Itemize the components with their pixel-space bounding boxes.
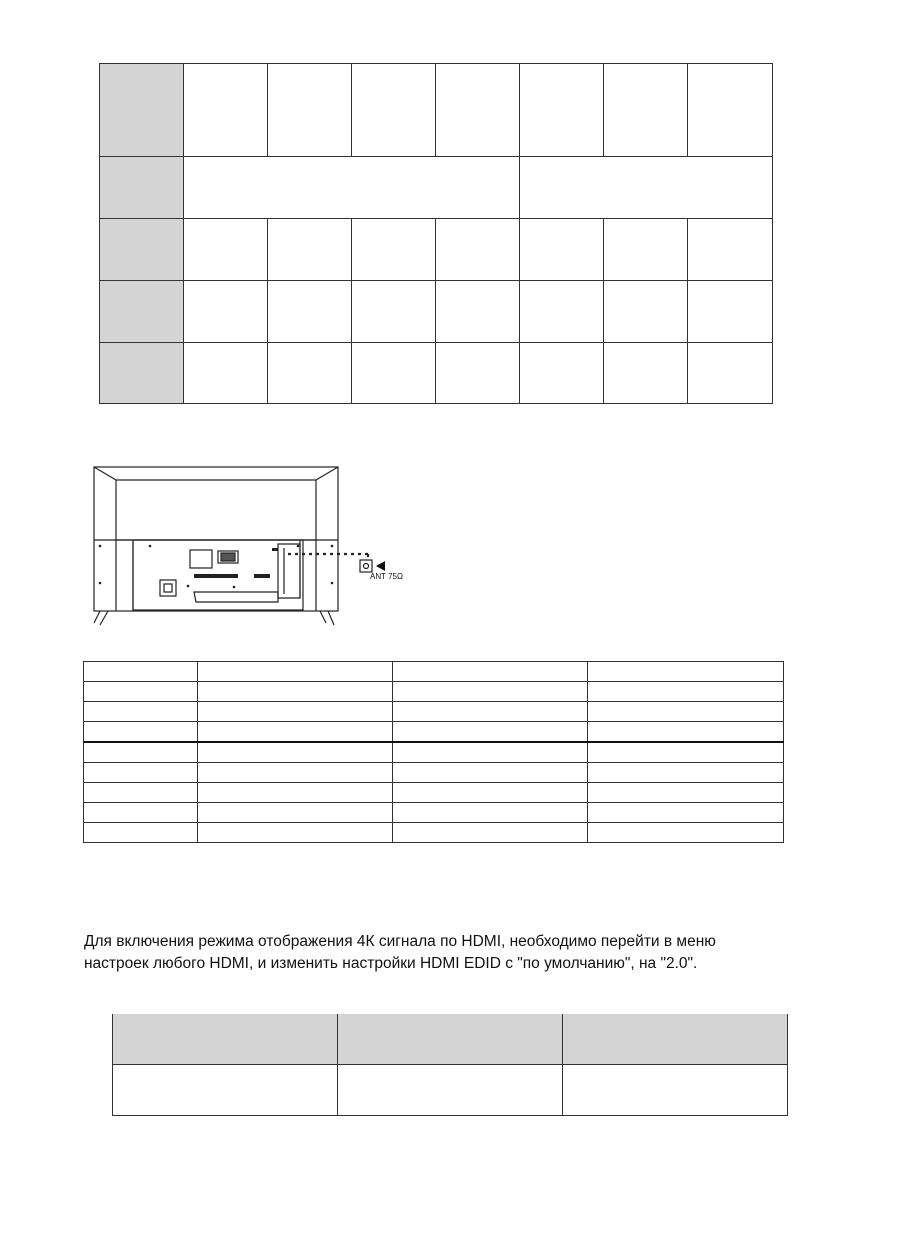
table-cell [352,219,436,281]
table-cell [436,219,520,281]
table-cell [393,722,588,743]
connector-strip [254,574,270,578]
table-row [84,823,784,843]
row-label-cell [100,64,184,157]
table-row [84,682,784,702]
arrow-left-icon [376,561,385,571]
header-cell [338,1014,563,1065]
spec-table-1 [99,63,773,404]
table-cell [688,64,773,157]
table-row [84,783,784,803]
table-cell [588,742,784,763]
table-cell [393,682,588,702]
header-cell [563,1014,788,1065]
side-io-panel [278,544,300,598]
table-cell [198,803,393,823]
table-cell [198,722,393,743]
table-cell [84,742,198,763]
table-row [100,157,773,219]
table-cell [604,343,688,404]
table-cell [198,823,393,843]
table-cell [393,823,588,843]
table-cell [84,783,198,803]
table-row [100,343,773,404]
tv-rear-panel-diagram [88,462,418,630]
table-cell [520,219,604,281]
row-label-cell [100,281,184,343]
table-cell [436,281,520,343]
table-cell [268,219,352,281]
table-cell [184,281,268,343]
table-cell [588,823,784,843]
table-cell [520,64,604,157]
table-cell [84,823,198,843]
bottom-bracket [194,592,278,602]
table-row [84,702,784,722]
table-cell [84,662,198,682]
table-row [84,803,784,823]
connector-block [190,550,212,568]
table-cell [588,702,784,722]
table-cell [688,281,773,343]
table-cell [588,783,784,803]
table-cell [268,343,352,404]
table-cell [393,763,588,783]
table-cell [198,742,393,763]
table-cell [184,343,268,404]
table-cell [604,64,688,157]
table-cell [604,281,688,343]
table-cell [198,763,393,783]
stand-foot-right [320,611,326,623]
antenna-socket [360,560,372,572]
table-cell [393,702,588,722]
table-cell [198,662,393,682]
table-row [100,64,773,157]
table-cell [198,783,393,803]
table-cell [688,219,773,281]
header-cell [113,1014,338,1065]
table-row [84,742,784,763]
table-cell [393,662,588,682]
table-cell [520,343,604,404]
table-cell [184,64,268,157]
table-row [100,281,773,343]
table-cell [268,281,352,343]
table-cell [393,803,588,823]
hdmi-4k-note [84,931,804,975]
table-cell [84,763,198,783]
table-cell [563,1065,788,1116]
table-cell-merged [520,157,773,219]
table-cell [520,281,604,343]
table-cell [198,682,393,702]
table-cell [84,702,198,722]
note-line-1: Для включения режима отображения 4К сигнала по HDMI, необходимо перейти в меню [84,933,716,950]
table-cell [588,763,784,783]
table-cell [84,682,198,702]
tv-screen-back [116,480,316,540]
table-cell [393,783,588,803]
power-socket [160,580,176,596]
table-cell [198,702,393,722]
table-cell [352,281,436,343]
spec-table-2 [83,661,784,843]
table-cell [604,219,688,281]
table-cell [184,219,268,281]
table-cell [84,722,198,743]
row-label-cell [100,343,184,404]
table-row [84,763,784,783]
table-cell [436,343,520,404]
table-cell [436,64,520,157]
table-row [100,219,773,281]
table-cell [84,803,198,823]
table-cell [588,682,784,702]
table-cell [113,1065,338,1116]
table-row [113,1065,788,1116]
table-cell [588,722,784,743]
tv-frame [94,467,338,611]
table-cell [688,343,773,404]
table-row [84,662,784,682]
row-label-cell [100,219,184,281]
table-cell [352,343,436,404]
table-cell-merged [184,157,520,219]
stand-foot-left [94,611,100,623]
note-line-2: настроек любого HDMI, и изменить настройки HDMI EDID с "по умолчанию", на "2.0". [84,955,698,972]
table-cell [352,64,436,157]
spec-table-3 [112,1014,788,1116]
connector-strip [194,574,238,578]
table-row [84,722,784,743]
table-cell [393,742,588,763]
table-cell [338,1065,563,1116]
table-cell [588,803,784,823]
antenna-label: ANT 75Ω [370,572,403,581]
table-cell [268,64,352,157]
table-cell [588,662,784,682]
table-header-row [113,1014,788,1065]
row-label-cell [100,157,184,219]
